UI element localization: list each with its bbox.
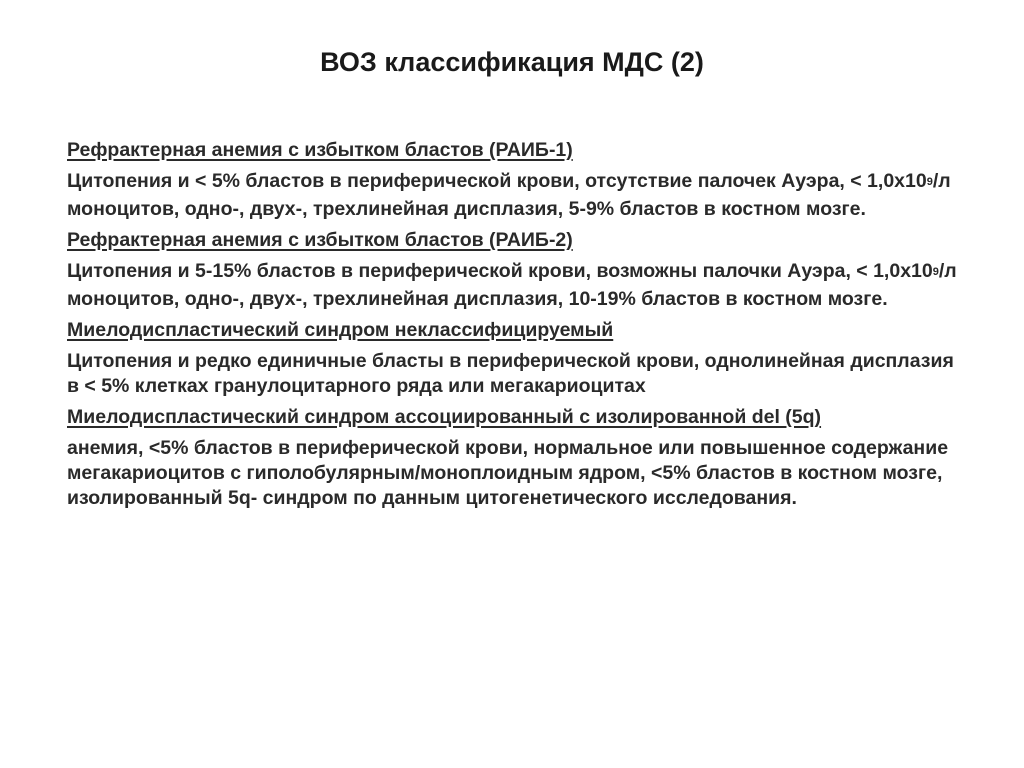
item-body: [67, 169, 967, 222]
item-body: Цитопения и редко единичные бласты в периферической крови, однолинейная дисплазия в < 5% клетках гранулоцитарного ряда или мегакариоцитах: [67, 350, 954, 397]
item-heading: Рефрактерная анемия с избытком бластов (РАИБ-1): [67, 139, 573, 161]
item-body-text-cont: /л моноцитов, одно-, двух-, трехлинейная дисплазия, 5-9% бластов в костном мозге.: [67, 170, 951, 220]
list-item-raib-1: [67, 138, 967, 222]
list-item-mds-unclassified: [67, 318, 967, 399]
item-body-text: Цитопения и 5-15% бластов в периферической крови, возможны палочки Ауэра, < 1,0х10: [67, 260, 933, 282]
item-body: анемия, <5% бластов в периферической крови, нормальное или повышенное содержание мегакариоцитов с гиполобулярным/моноплоидным ядром, <5% бластов в костном мозге, изолированный 5q- синдром по данным цитогенетического исследования.: [67, 437, 949, 509]
item-body-text-cont: /л моноцитов, одно-, двух-, трехлинейная дисплазия, 10-19% бластов в костном мозге.: [67, 260, 957, 310]
item-body: [67, 259, 967, 312]
item-heading: Миелодиспластический синдром ассоциированный с изолированной del (5q): [67, 406, 822, 428]
list-item-mds-del5q: [67, 405, 967, 511]
item-body-text: Цитопения и < 5% бластов в периферической крови, отсутствие палочек Ауэра, < 1,0х10: [67, 170, 927, 192]
exponent: 9: [932, 266, 939, 278]
slide-title: ВОЗ классификация МДС (2): [320, 47, 704, 77]
item-heading: Рефрактерная анемия с избытком бластов (РАИБ-2): [67, 229, 573, 251]
exponent: 9: [926, 176, 933, 188]
item-heading: Миелодиспластический синдром неклассифицируемый: [67, 319, 614, 341]
slide-content: [67, 138, 967, 517]
list-item-raib-2: [67, 228, 967, 312]
